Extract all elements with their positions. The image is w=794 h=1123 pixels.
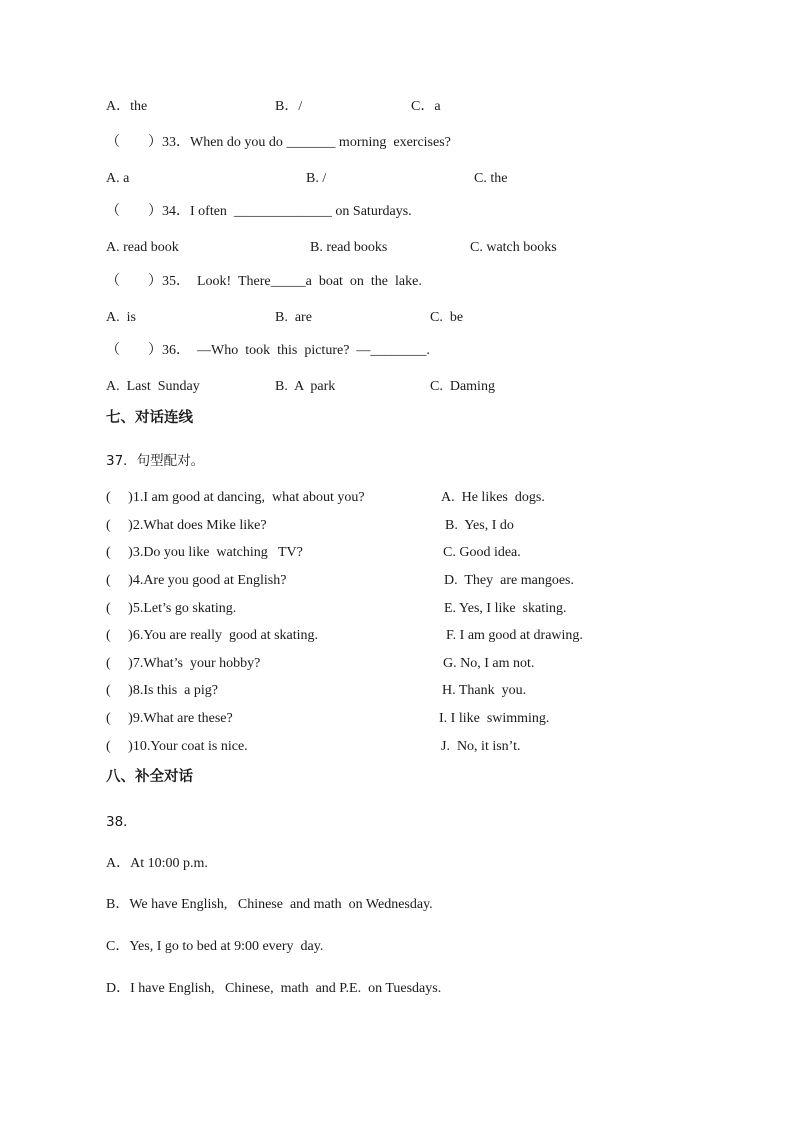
match-left-item: ( )10.Your coat is nice. bbox=[106, 739, 248, 754]
match-right-item: B. Yes, I do bbox=[445, 518, 514, 533]
q34-option-a: A. read book bbox=[106, 240, 179, 255]
q33-option-c: C. the bbox=[474, 171, 508, 186]
match-left-item: ( )2.What does Mike like? bbox=[106, 518, 267, 533]
section-7-heading: 七、对话连线 bbox=[106, 410, 193, 426]
section-8-heading: 八、补全对话 bbox=[106, 769, 193, 785]
match-right-item: D. They are mangoes. bbox=[444, 573, 574, 588]
match-right-item: I. I like swimming. bbox=[439, 711, 550, 726]
q34-stem: （ ）34．I often ______________ on Saturdays. bbox=[106, 204, 412, 219]
q36-stem: （ ）36． —Who took this picture? —________. bbox=[106, 343, 430, 358]
match-right-item: E. Yes, I like skating. bbox=[444, 601, 567, 616]
dialog-option: B．We have English, Chinese and math on Wednesday. bbox=[106, 897, 433, 912]
match-left-item: ( )8.Is this a pig? bbox=[106, 683, 218, 698]
question-37-label: 37．句型配对。 bbox=[106, 453, 205, 469]
match-left-item: ( )6.You are really good at skating. bbox=[106, 628, 319, 643]
q36-option-a: A. Last Sunday bbox=[106, 379, 200, 394]
q32-option-c: C．a bbox=[411, 99, 441, 114]
match-right-item: J. No, it isn’t. bbox=[441, 739, 521, 754]
q35-option-c: C. be bbox=[430, 310, 464, 325]
q35-option-a: A. is bbox=[106, 310, 136, 325]
match-left-item: ( )5.Let’s go skating. bbox=[106, 601, 237, 616]
match-right-item: C. Good idea. bbox=[443, 545, 521, 560]
dialog-option: C．Yes, I go to bed at 9:00 every day. bbox=[106, 939, 324, 954]
q33-stem: （ ）33．When do you do _______ morning exercises? bbox=[106, 135, 451, 150]
match-left-item: ( )1.I am good at dancing, what about you? bbox=[106, 490, 365, 505]
dialog-option: D．I have English, Chinese, math and P.E. on Tuesdays. bbox=[106, 981, 442, 996]
q35-stem: （ ）35． Look! There_____a boat on the lake. bbox=[106, 274, 422, 289]
q33-option-b: B. / bbox=[306, 171, 327, 186]
q35-option-b: B. are bbox=[275, 310, 312, 325]
q34-option-c: C. watch books bbox=[470, 240, 557, 255]
q33-option-a: A. a bbox=[106, 171, 130, 186]
q32-option-a: A．the bbox=[106, 99, 148, 114]
q36-option-c: C. Daming bbox=[430, 379, 495, 394]
q34-option-b: B. read books bbox=[310, 240, 388, 255]
match-left-item: ( )3.Do you like watching TV? bbox=[106, 545, 303, 560]
q36-option-b: B. A park bbox=[275, 379, 336, 394]
match-right-item: F. I am good at drawing. bbox=[446, 628, 583, 643]
q32-option-b: B．/ bbox=[275, 99, 303, 114]
match-left-item: ( )9.What are these? bbox=[106, 711, 233, 726]
match-right-item: H. Thank you. bbox=[442, 683, 527, 698]
match-left-item: ( )7.What’s your hobby? bbox=[106, 656, 261, 671]
dialog-option: A．At 10:00 p.m. bbox=[106, 856, 208, 871]
match-right-item: G. No, I am not. bbox=[443, 656, 535, 671]
match-left-item: ( )4.Are you good at English? bbox=[106, 573, 287, 588]
match-right-item: A. He likes dogs. bbox=[441, 490, 545, 505]
question-38-label: 38． bbox=[106, 814, 137, 830]
